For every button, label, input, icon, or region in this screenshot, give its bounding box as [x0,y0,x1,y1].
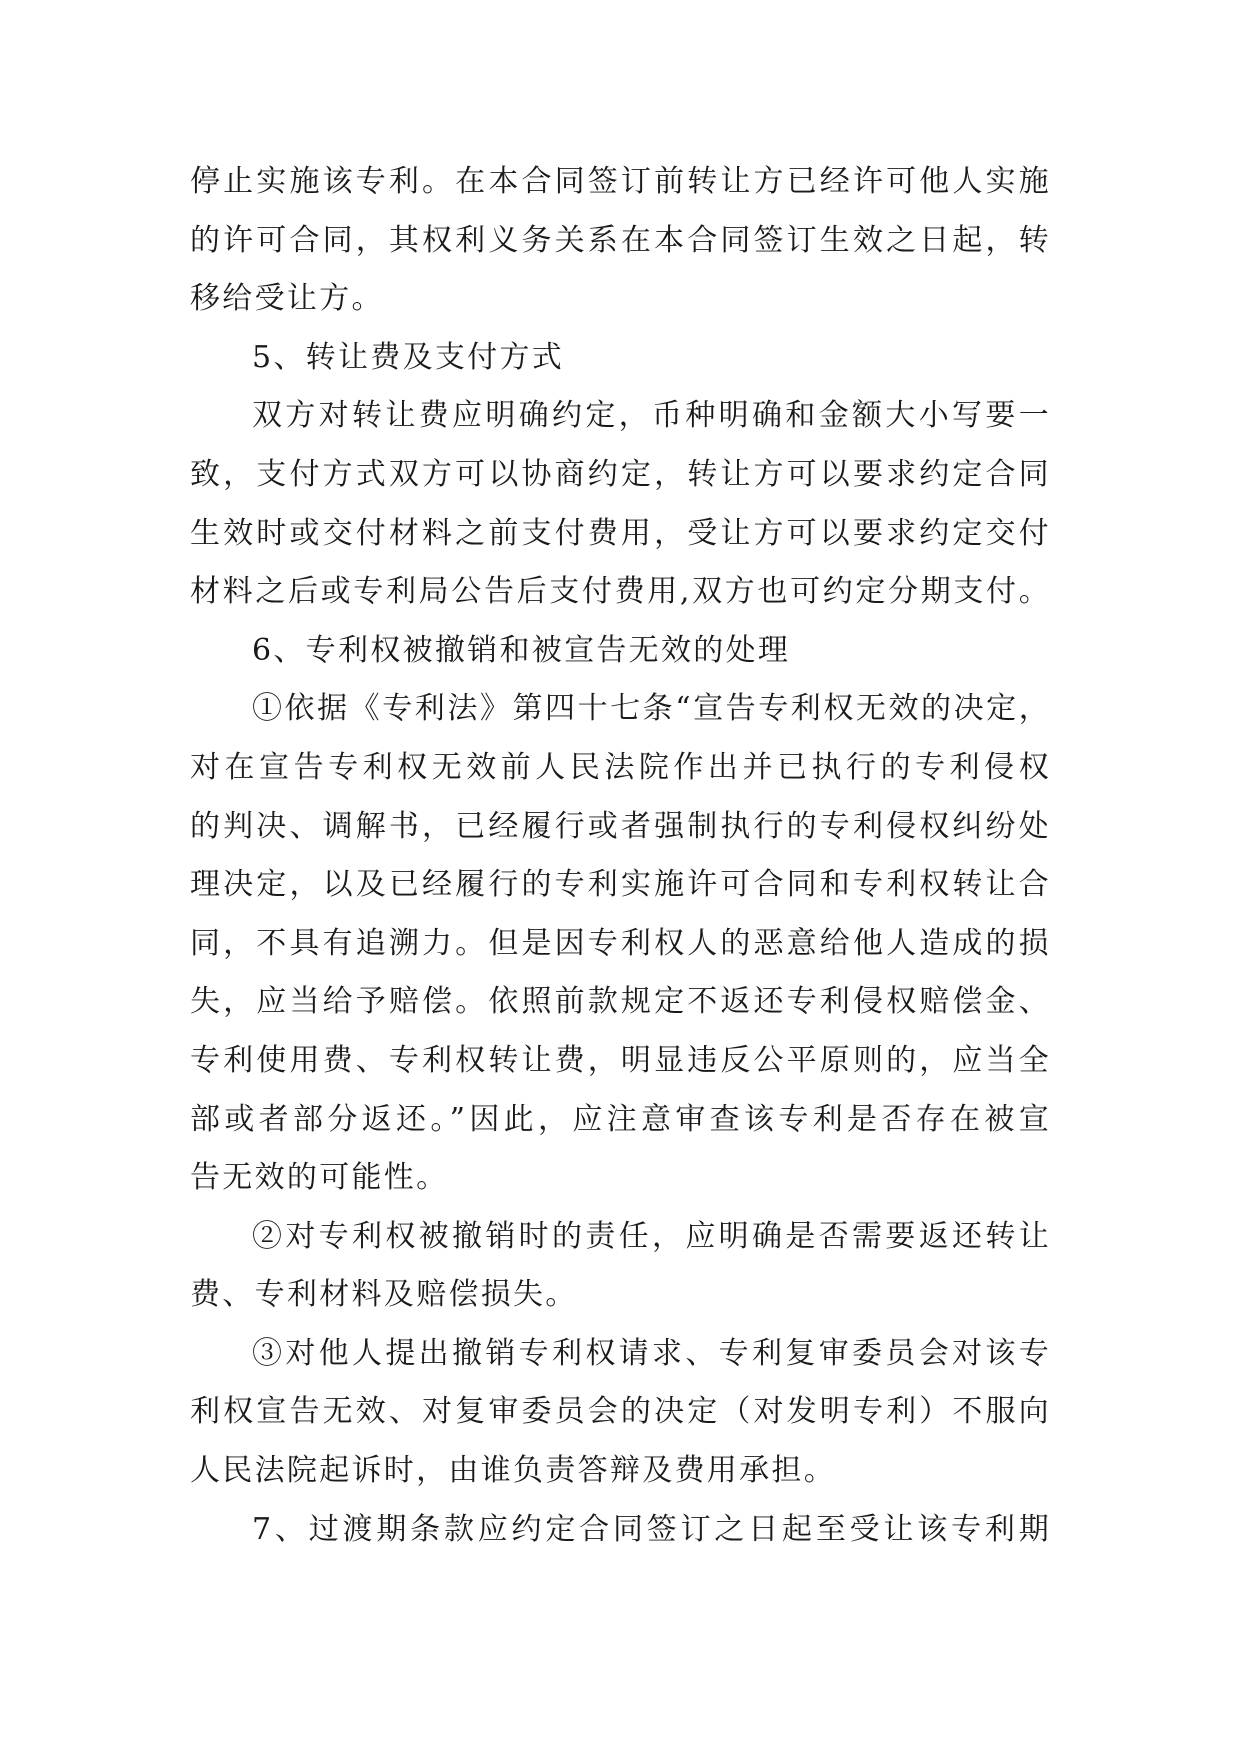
text-line: ①依据《专利法》第四十七条“宣告专利权无效的决定， [252,691,1051,727]
text-line: 材料之后或专利局公告后支付费用,双方也可约定分期支付。 [190,574,1051,610]
text-line: 生效时或交付材料之前支付费用，受让方可以要求约定交付 [190,515,1051,551]
text-line: 部或者部分返还。”因此，应注意审查该专利是否存在被宣 [190,1101,1051,1137]
text-line: ③对他人提出撤销专利权请求、专利复审委员会对该专 [252,1335,1051,1371]
text-line: 6、专利权被撤销和被宣告无效的处理 [252,632,791,668]
text-line: 理决定，以及已经履行的专利实施许可合同和专利权转让合 [190,867,1051,903]
text-line: 7、过渡期条款应约定合同签订之日起至受让该专利期 [252,1511,1051,1547]
text-line: 移给受让方。 [190,281,384,317]
text-line: ②对专利权被撤销时的责任，应明确是否需要返还转让 [252,1218,1051,1254]
text-line: 对在宣告专利权无效前人民法院作出并已执行的专利侵权 [190,749,1051,785]
text-line: 专利使用费、专利权转让费，明显违反公平原则的，应当全 [190,1042,1051,1078]
text-line: 告无效的可能性。 [190,1160,449,1196]
text-line: 5、转让费及支付方式 [252,339,565,375]
text-line: 利权宣告无效、对复审委员会的决定（对发明专利）不服向 [190,1394,1051,1430]
text-line: 人民法院起诉时，由谁负责答辩及费用承担。 [190,1453,836,1489]
text-line: 的许可合同，其权利义务关系在本合同签订生效之日起，转 [190,222,1051,258]
text-line: 同，不具有追溯力。但是因专利权人的恶意给他人造成的损 [190,925,1051,961]
text-line: 停止实施该专利。在本合同签订前转让方已经许可他人实施 [190,164,1051,199]
text-line: 双方对转让费应明确约定，币种明确和金额大小写要一 [252,398,1051,434]
text-line: 致，支付方式双方可以协商约定，转让方可以要求约定合同 [190,456,1051,492]
text-line: 的判决、调解书，已经履行或者强制执行的专利侵权纠纷处 [190,808,1051,844]
body-text [190,153,1051,1559]
text-line: 失，应当给予赔偿。依照前款规定不返还专利侵权赔偿金、 [190,984,1051,1020]
text-line: 费、专利材料及赔偿损失。 [190,1277,578,1313]
